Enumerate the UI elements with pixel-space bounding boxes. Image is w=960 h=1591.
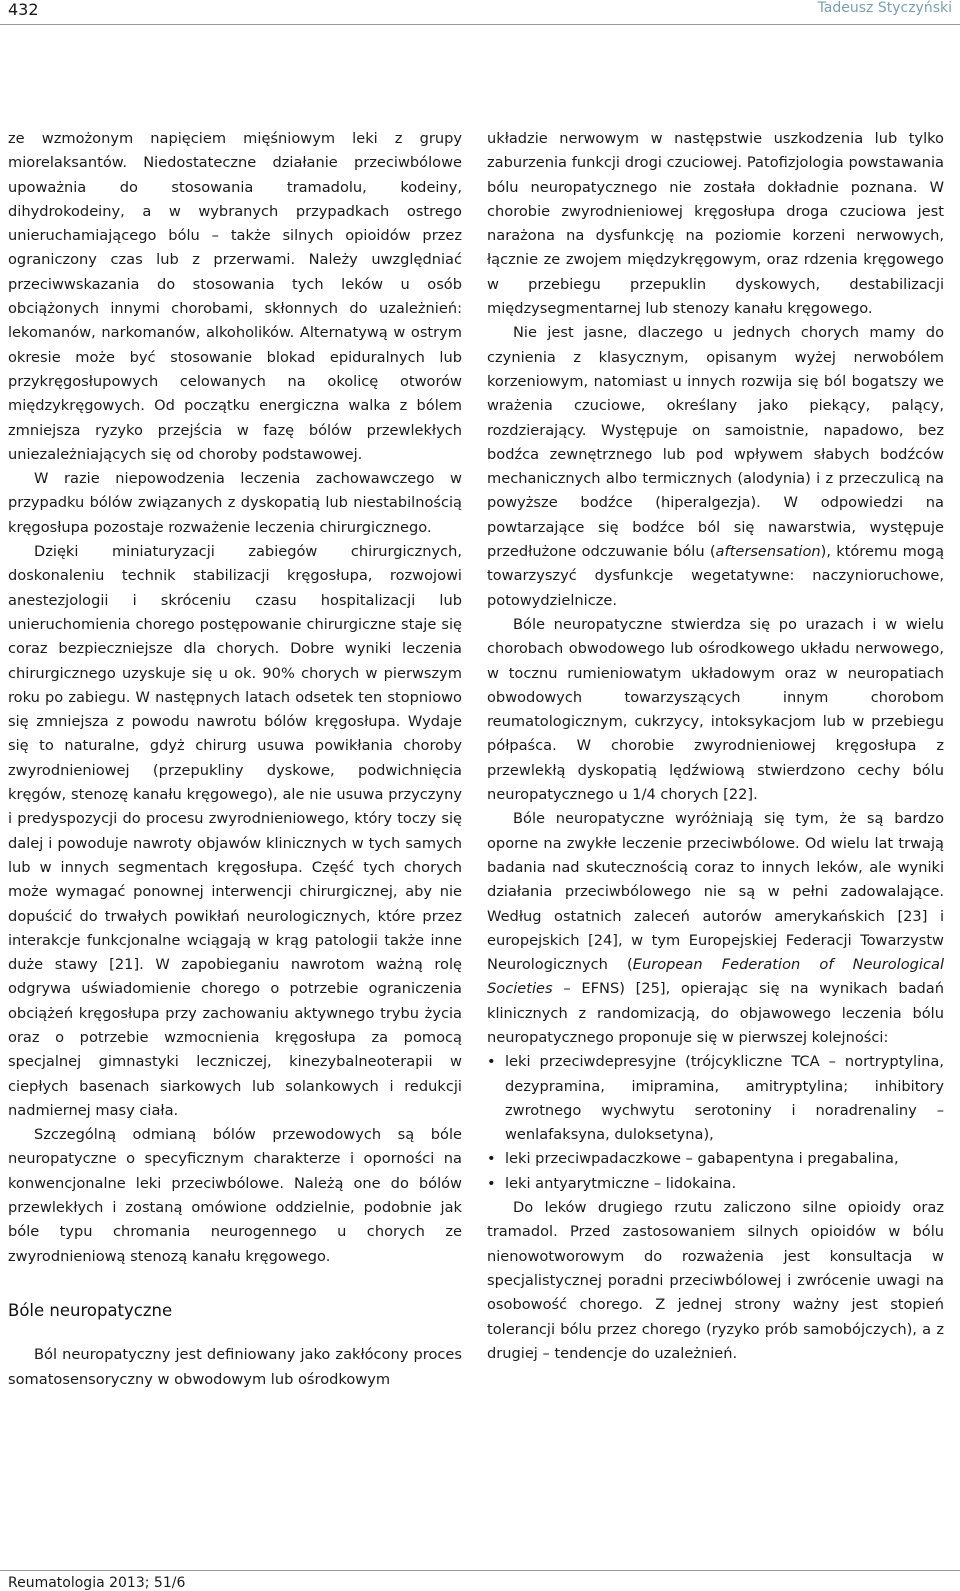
right-column: [487, 127, 944, 1366]
paragraph: układzie nerwowym w następstwie uszkodzenia lub tylko zaburzenia funkcji drogi czuciowej. Patofizjologia powstawania bólu neuropatycznego nie została dokładnie poznana. W chorobie zwyrodnieniowej kręgosłupa droga czuciowa jest narażona na dysfunkcję na poziomie korzeni nerwowych, łącznie ze zwojem międzykręgowym, oraz rdzenia kręgowego w przebiegu przepuklin dyskowych, destabilizacji międzysegmentarnej lub stenozy kanału kręgowego.: [487, 130, 944, 318]
text-run: ), któremu mogą towarzyszyć dysfunkcje wegetatywne: naczynioruchowe, potowydzielnicze.: [487, 543, 945, 609]
page-number: 432: [8, 0, 39, 19]
drug-list: [487, 1050, 944, 1196]
list-item: [487, 1050, 944, 1147]
text-run: Bóle neuropatyczne wyróżniają się tym, że są bardzo oporne na zwykłe leczenie przeciwbólowe. Od wielu lat trwają badania nad skutecznością coraz to innych leków, ale wyniki działania przeciwbólowego nie są w pełni zadowalające. Według ostatnich zaleceń autorów amerykańskich [23] i europejskich [24], w tym Europejskiej Federacji Towarzystw Neurologicznych (: [487, 810, 944, 974]
paragraph: Dzięki miniaturyzacji zabiegów chirurgicznych, doskonaleniu technik stabilizacji kręgosłupa, rozwojowi anestezjologii i skróceniu czasu hospitalizacji lub unieruchomienia chorego postępowanie chirurgiczne staje się coraz bezpieczniejsze dla chorych. Dobre wyniki leczenia chirurgicznego uzyskuje się u ok. 90% chorych w pierwszym roku po zabiegu. W następnych latach odsetek ten stopniowo się zmniejsza z powodu nawrotu bólów kręgosłupa. Wydaje się to naturalne, gdyż chirurg usuwa powikłania choroby zwyrodnieniowej (przepukliny dyskowe, podwichnięcia kręgów, stenozę kanału kręgowego), ale nie usuwa przyczyny i predyspozycji do procesu zwyrodnieniowego, który toczy się dalej i powoduje nawroty objawów klinicznych w tych samych lub w innych segmentach kręgosłupa. Część tych chorych może wymagać ponownej interwencji chirurgicznej, aby nie dopuścić do trwałych powikłań neurologicznych, które przez interakcje funkcjonalne wciągają w krąg patologii także inne duże stawy [21]. W zapobieganiu nawrotom ważną rolę odgrywa uświadomienie chorego o potrzebie ograniczenia obciążeń kręgosłupa przy zachowaniu aktywnego trybu życia oraz o potrzebie wzmocnienia kręgosłupa za pomocą specjalnej gimnastyki leczniczej, kinezybalneoterapii w ciepłych basenach siarkowych lub solankowych i redukcji nadmiernej masy ciała.: [8, 543, 462, 1119]
text-run: – EFNS) [25], opierając się na wynikach badań klinicznych z randomizacją, do objawowego leczenia bólu neuropatycznego proponuje się w pierwszej kolejności:: [487, 980, 944, 1046]
paragraph: Ból neuropatyczny jest definiowany jako zakłócony proces somatosensoryczny w obwodowym lub ośrodkowym: [8, 1346, 462, 1388]
paragraph: Do leków drugiego rzutu zaliczono silne opioidy oraz tramadol. Przed zastosowaniem silnych opioidów w bólu nienowotworowym do rozważenia jest konsultacja w specjalistycznej poradni przeciwbólowej i zwrócenie uwagi na osobowość chorego. Z jednej strony ważny jest stopień tolerancji bólu przez chorego (ryzyko prób samobójczych), a z drugiej – tendencje do uzależnień.: [487, 1199, 944, 1362]
paragraph: Szczególną odmianą bólów przewodowych są bóle neuropatyczne o specyficznym charakterze i oporności na konwencjonalne leki przeciwbólowe. Należą one do bólów przewlekłych i zostaną omówione oddzielnie, podobnie jak bóle typu chromania neurogennego u chorych ze zwyrodnieniową stenozą kanału kręgowego.: [8, 1126, 462, 1265]
paragraph: [487, 807, 944, 1050]
paragraph: W razie niepowodzenia leczenia zachowawczego w przypadku bólów związanych z dyskopatią lub niestabilnością kręgosłupa pozostaje rozważenie leczenia chirurgicznego.: [8, 470, 462, 536]
section-heading: Bóle neuropatyczne: [8, 1300, 173, 1320]
text-run: Nie jest jasne, dlaczego u jednych chorych mamy do czynienia z klasycznym, opisanym wyżej nerwobólem korzeniowym, natomiast u innych rozwija się ból bogatszy we wrażenia czuciowe, określany jako piekący, palący, rozdzierający. Występuje on samoistnie, napadowo, bez bodźca zewnętrznego lub pod wpływem słabych bodźców mechanicznych albo termicznych (alodynia) i z przeczulicą na powyższe bodźce (hiperalgezja). W odpowiedzi na powtarzające się bodźce ból się nawarstwia, występuje przedłużone odczuwanie bólu (: [487, 324, 944, 561]
page-footer: [0, 1570, 960, 1590]
journal-citation: Reumatologia 2013; 51/6: [8, 1575, 186, 1591]
bullet-icon: •: [487, 1174, 496, 1192]
running-header-author: Tadeusz Styczyński: [817, 0, 952, 16]
bullet-icon: •: [487, 1053, 496, 1071]
italic-term: aftersensation: [715, 543, 821, 561]
bullet-icon: •: [487, 1150, 496, 1168]
left-column: [8, 127, 462, 1392]
list-item-text: leki przeciwdepresyjne (trójcykliczne TCA – nortryptylina, dezypramina, imipramina, amitryptylina; inhibitory zwrotnego wychwytu serotoniny i noradrenaliny – wenlafaksyna, duloksetyna),: [505, 1053, 944, 1144]
paragraph: [487, 321, 944, 613]
page-header: [0, 0, 960, 25]
italic-term: European Federation of Neurological Societies: [487, 956, 944, 998]
list-item: [487, 1147, 944, 1171]
paragraph: ze wzmożonym napięciem mięśniowym leki z grupy miorelaksantów. Niedostateczne działanie przeciwbólowe upoważnia do stosowania tramadolu, kodeiny, dihydrokodeiny, a w wybranych przypadkach ostrego unieruchamiającego bólu – także silnych opioidów przez ograniczony czas lub z przerwami. Należy uwzględniać przeciwwskazania do stosowania tych leków u osób obciążonych innymi chorobami, skłonnych do uzależnień: lekomanów, narkomanów, alkoholików. Alternatywą w ostrym okresie może być stosowanie blokad epiduralnych lub przykręgosłupowych celowanych na okolicę otworów międzykręgowych. Od początku energiczna walka z bólem zmniejsza ryzyko przejścia w fazę bólów przewlekłych uniezależniających się od choroby podstawowej.: [8, 130, 462, 463]
list-item: [487, 1172, 944, 1196]
list-item-text: leki przeciwpadaczkowe – gabapentyna i pregabalina,: [505, 1150, 899, 1168]
list-item-text: leki antyarytmiczne – lidokaina.: [505, 1174, 737, 1192]
paragraph: Bóle neuropatyczne stwierdza się po urazach i w wielu chorobach obwodowego lub ośrodkowego układu nerwowego, w tocznu rumieniowatym układowym oraz w neuropatiach obwodowych towarzyszących innym chorobom reumatologicznym, cukrzycy, intoksykacjom lub w przebiegu półpaśca. W chorobie zwyrodnieniowej kręgosłupa z przewlekłą dyskopatią lędźwiową stwierdzono cechy bólu neuropatycznego u 1/4 chorych [22].: [487, 615, 944, 804]
